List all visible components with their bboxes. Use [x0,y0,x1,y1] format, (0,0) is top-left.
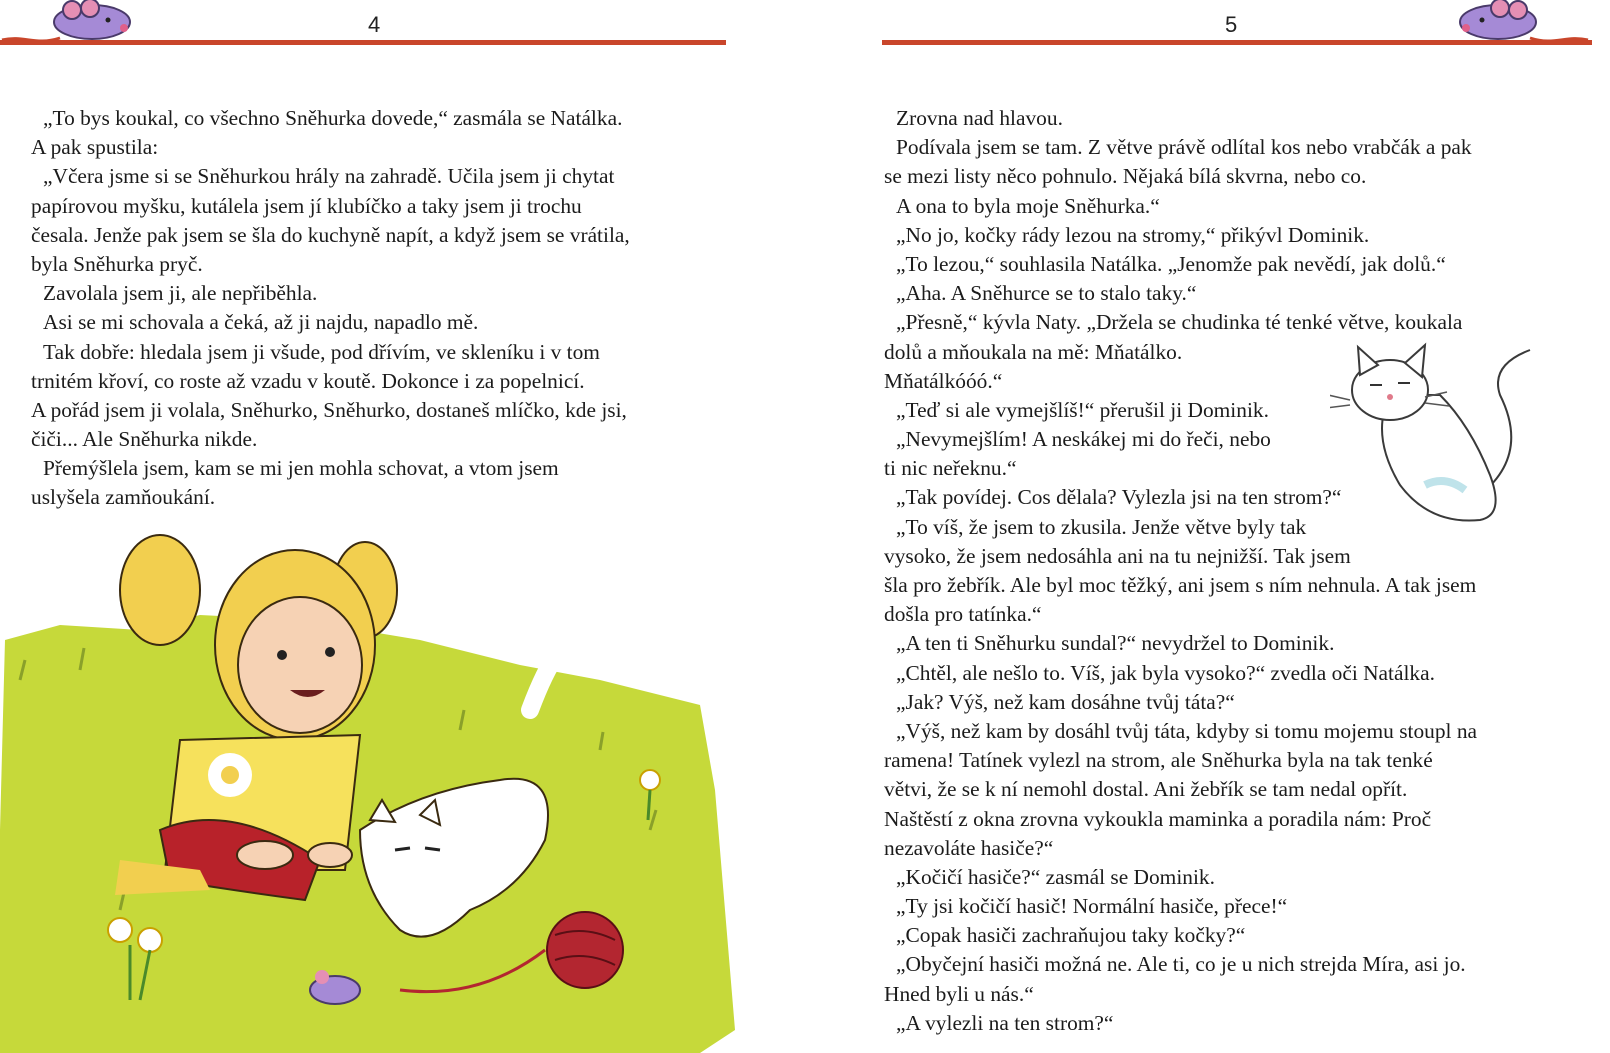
text-line: „Chtěl, ale nešlo to. Víš, jak byla vysoko?“ zvedla oči Natálka. [896,660,1435,685]
text-line: A ona to byla moje Sněhurka.“ [896,193,1160,218]
text-line: ti nic neřeknu.“ [884,456,1017,481]
text-line: „To víš, že jsem to zkusila. Jenže větve byly tak [896,514,1307,539]
text-line: „To lezou,“ souhlasila Natálka. „Jenomže pak nevědí, jak dolů.“ [896,251,1446,276]
text-line: „To bys koukal, co všechno Sněhurka dovede,“ zasmála se Natálka. [43,106,623,130]
text-line: „Copak hasiči zachraňujou taky kočky?“ [896,923,1246,948]
text-line: Naštěstí z okna zrovna vykoukla maminka a poradila nám: Proč [884,806,1432,831]
text-line: „A ten ti Sněhurku sundal?“ nevydržel to Dominik. [896,631,1335,656]
text-line: česala. Jenže pak jsem se šla do kuchyně napít, a když jsem se vrátila, [31,222,630,247]
text-line: uslyšela zamňoukání. [31,485,216,510]
text-line: A pořád jsem ji volala, Sněhurko, Sněhurko, dostaneš mlíčko, kde jsi, [31,397,627,422]
text-line: A pak spustila: [31,135,159,160]
right-text-body [884,104,1604,1038]
text-line: ramena! Tatínek vylezl na strom, ale Sněhurka byla na tak tenké [884,748,1433,773]
text-line: Podívala jsem se tam. Z větve právě odlítal kos nebo vrabčák a pak [896,135,1472,160]
text-line: dolů a mňoukala na mě: Mňatálko. [884,339,1183,364]
text-line: Zavolala jsem ji, ale nepřiběhla. [43,281,318,306]
page-number: 5 [1225,12,1238,37]
text-line: došla pro tatínka.“ [884,602,1042,627]
header-rule [0,40,726,45]
text-line: Tak dobře: hledala jsem ji všude, pod dřívím, ve skleníku i v tom [43,339,600,364]
left-page [0,0,790,1053]
text-line: „Přesně,“ kývla Naty. „Držela se chudinka té tenké větve, koukala [896,310,1463,335]
text-line: „No jo, kočky rády lezou na stromy,“ přikývl Dominik. [896,222,1370,247]
header-rule [882,40,1592,45]
text-line: Zrovna nad hlavou. [896,106,1063,130]
text-line: se mezi listy něco pohnulo. Nějaká bílá skvrna, nebo co. [884,164,1367,189]
left-text-body [31,104,731,513]
text-line: vysoko, že jsem nedosáhla ani na tu nejnižší. Tak jsem [884,543,1351,568]
text-line: Hned byli u nás.“ [884,981,1034,1006]
text-line: Asi se mi schovala a čeká, až ji najdu, napadlo mě. [43,310,479,335]
girl-and-cat-illustration [0,530,740,1053]
text-line: „Jak? Výš, než kam dosáhne tvůj táta?“ [896,689,1235,714]
text-line: větvi, že se k ní nemohl dostal. Ani žebřík se tam nedal opřít. [884,777,1408,802]
text-line: „Tak povídej. Cos dělala? Vylezla jsi na ten strom?“ [896,485,1342,510]
text-line: čiči... Ale Sněhurka nikde. [31,427,258,452]
white-cat-illustration [1330,335,1560,535]
text-line: šla pro žebřík. Ale byl moc těžký, ani jsem s ním nehnula. A tak jsem [884,573,1477,597]
text-line: „Ty jsi kočičí hasič! Normální hasiče, přece!“ [896,894,1288,919]
text-line: papírovou myšku, kutálela jsem jí klubíčko a taky jsem ji trochu [31,193,582,218]
text-line: „Teď si ale vymejšlíš!“ přerušil ji Dominik. [896,397,1269,422]
text-line: „Aha. A Sněhurce se to stalo taky.“ [896,281,1197,306]
text-line: nezavoláte hasiče?“ [884,835,1054,860]
right-page [820,0,1610,1053]
text-line: Přemýšlela jsem, kam se mi jen mohla schovat, a vtom jsem [43,456,559,481]
page-number: 4 [368,12,381,37]
text-line: „Včera jsme si se Sněhurkou hrály na zahradě. Učila jsem ji chytat [43,164,615,189]
text-line: „Kočičí hasiče?“ zasmál se Dominik. [896,864,1215,889]
text-line: „A vylezli na ten strom?“ [896,1010,1114,1035]
text-line: Mňatálkóóó.“ [884,368,1003,393]
text-line: „Obyčejní hasiči možná ne. Ale ti, co je u nich strejda Míra, asi jo. [896,952,1466,977]
text-line: byla Sněhurka pryč. [31,251,203,276]
text-line: „Nevymejšlím! A neskákej mi do řeči, nebo [896,427,1271,452]
text-line: trnitém křoví, co roste až vzadu v koutě. Dokonce i za popelnicí. [31,368,585,393]
text-line: „Výš, než kam by dosáhl tvůj táta, kdyby si tomu mojemu stoupl na [896,718,1478,743]
